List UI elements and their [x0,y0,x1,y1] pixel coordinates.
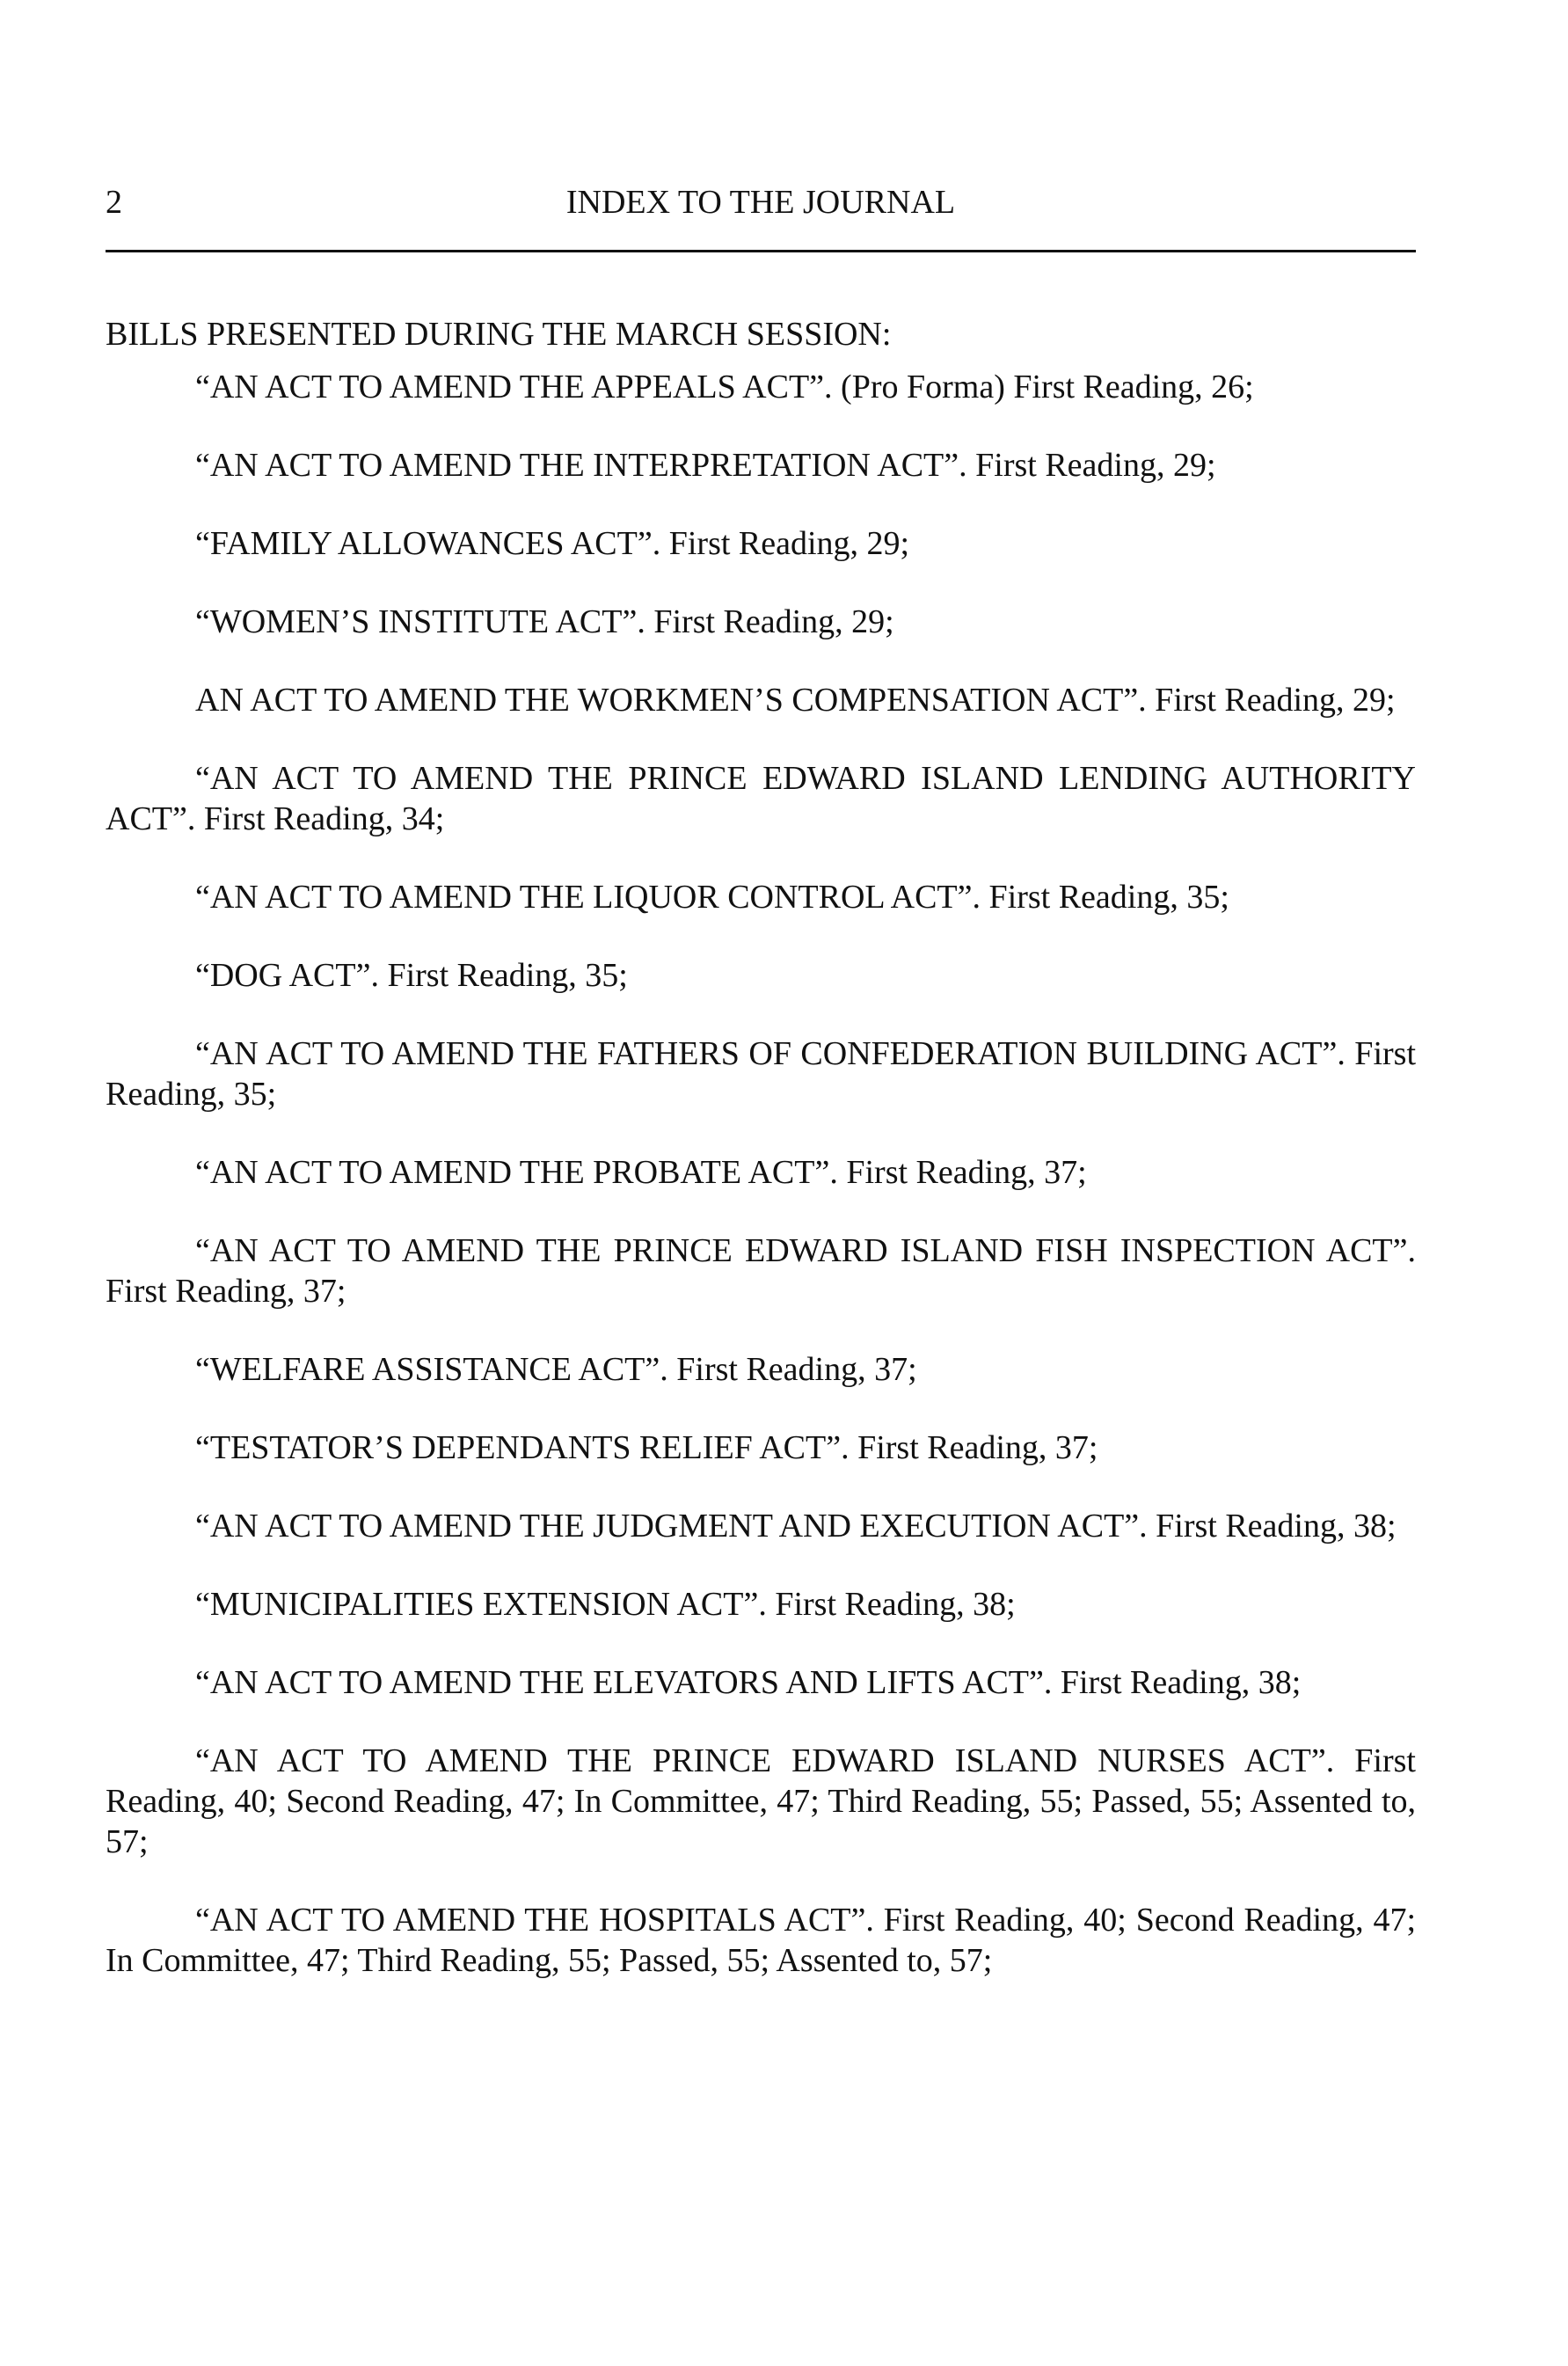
bill-entry-nurses-act: “AN ACT TO AMEND THE PRINCE EDWARD ISLAND NURSES ACT”. First Reading, 40; Second Reading, 47; In Committee, 47; Third Reading, 55; Passed, 55; Assented to, 57; [106,1742,1416,1860]
journal-page [106,176,1416,2019]
header-rule [106,250,1416,252]
page-number: 2 [106,184,122,221]
bill-list [106,367,1416,1981]
bill-entry-welfare-assistance-act: “WELFARE ASSISTANCE ACT”. First Reading, 37; [195,1351,917,1388]
bill-entry-probate-act: “AN ACT TO AMEND THE PROBATE ACT”. First Reading, 37; [195,1154,1087,1191]
bill-entry-judgment-execution-act: “AN ACT TO AMEND THE JUDGMENT AND EXECUTION ACT”. First Reading, 38; [195,1508,1397,1544]
page-title: INDEX TO THE JOURNAL [565,184,956,221]
section-heading: BILLS PRESENTED DURING THE MARCH SESSION: [106,316,892,353]
bill-entry-elevators-lifts-act: “AN ACT TO AMEND THE ELEVATORS AND LIFTS ACT”. First Reading, 38; [195,1664,1302,1701]
bill-entry-workmens-compensation-act: AN ACT TO AMEND THE WORKMEN’S COMPENSATION ACT”. First Reading, 29; [195,682,1396,719]
bill-entry-municipalities-extension-act: “MUNICIPALITIES EXTENSION ACT”. First Reading, 38; [195,1586,1016,1623]
bill-entry-fathers-of-confederation-act: “AN ACT TO AMEND THE FATHERS OF CONFEDERATION BUILDING ACT”. First Reading, 35; [106,1035,1416,1113]
bill-entry-liquor-control-act: “AN ACT TO AMEND THE LIQUOR CONTROL ACT”. First Reading, 35; [195,879,1229,916]
bill-entry-testators-dependants-act: “TESTATOR’S DEPENDANTS RELIEF ACT”. First Reading, 37; [195,1429,1098,1466]
bill-entry-family-allowances-act: “FAMILY ALLOWANCES ACT”. First Reading, 29; [195,525,910,562]
bill-entry-hospitals-act: “AN ACT TO AMEND THE HOSPITALS ACT”. First Reading, 40; Second Reading, 47; In Committee, 47; Third Reading, 55; Passed, 55; Assented to, 57; [106,1902,1416,1979]
bill-entry-dog-act: “DOG ACT”. First Reading, 35; [195,957,628,994]
bill-entry-interpretation-act: “AN ACT TO AMEND THE INTERPRETATION ACT”. First Reading, 29; [195,447,1216,484]
running-header [106,176,1416,229]
bill-entry-lending-authority-act: “AN ACT TO AMEND THE PRINCE EDWARD ISLAND LENDING AUTHORITY ACT”. First Reading, 34; [106,760,1416,837]
bill-entry-womens-institute-act: “WOMEN’S INSTITUTE ACT”. First Reading, 29; [195,603,894,640]
bill-entry-fish-inspection-act: “AN ACT TO AMEND THE PRINCE EDWARD ISLAND FISH INSPECTION ACT”. First Reading, 37; [106,1232,1416,1310]
bill-entry-appeals-act: “AN ACT TO AMEND THE APPEALS ACT”. (Pro Forma) First Reading, 26; [195,369,1254,405]
